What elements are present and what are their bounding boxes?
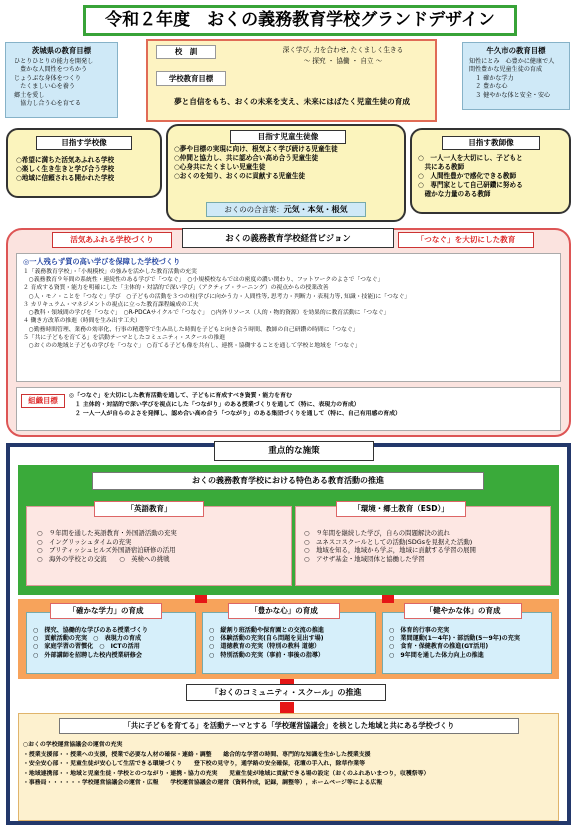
vision-tag-right: 「つなぐ」を大切にした教育 — [398, 232, 534, 248]
esd-items: ○ ９年間を継続した学び，自らの問題解決の流れ ○ ユネスコスクールとしての活動(SDGsを見据えた活動) ○ 地域を知る，地域から学ぶ，地域に貢献する学習の展開 ○ アサザ基金・地域団体と協働した学習 — [304, 529, 476, 563]
cs-box — [18, 713, 559, 821]
vision-tag-left: 活気あふれる学校づくり — [52, 232, 172, 248]
org-goal-body: ◎「つなぐ」を大切にした教育活動を通して、子どもに育成すべき資質・能力を育む １ 主体的・対話的で深い学びを視点にした「つながり」のある授業づくりを通して（特に、表現力の育成） ２ 一人一人が自らのよさを発揮し、認め合い高め合う「つながり」のある集団づくりを通して（特に、自己有用感の育成） — [69, 393, 401, 417]
motto-label: 校 訓 — [156, 45, 216, 59]
karada-items: ○ 体育的行事の充実 ○ 業間運動(1～4年)・部活動(5～9年)の充実 ○ 食育・保健教育の推進(GT活用) ○ 9年間を通した体力向上の推進 — [389, 627, 520, 659]
student-image-heading: 目指す児童生徒像 — [230, 130, 346, 144]
student-image-box — [166, 124, 406, 222]
vision-body-box — [16, 253, 561, 382]
english-items: ○ ９年間を通した英語教育・外国語活動の充実 ○ イングリッシュタイムの充実 ○ ブリティッシュヒルズ外国語宿泊研修の活用 ○ 海外の学校との交流 ○ 英検への挑戦 — [37, 529, 177, 563]
school-goal-label: 学校教育目標 — [156, 71, 226, 86]
city-goal-heading: 牛久市の教育目標 — [486, 46, 546, 55]
kokoro-box — [202, 612, 376, 674]
vision-heading: おくの義務教育学校経営ビジョン — [182, 228, 394, 248]
vision-lead: ◎一人残らず質の高い学びを保障した学校づくり — [23, 257, 181, 266]
city-goal-lines: 知性にとみ 心豊かに健康で人 間性豊かな児童生徒の育成 １ 確かな学力 ２ 豊かな心 ３ 健やかな体と安全・安心 — [469, 58, 555, 99]
cs-body: ○おくの学校運営協議会の運営の充実 ・授業支援部・・授業への支援，授業で必要な人材の確保・連絡・調整 総合的な学習の時間、専門的な知識を生かした授業支援 ・安全安心部・・児童生徒が安心して生活できる環境づくり 登下校の見守り，通学路の安全確保，花壇の手入れ，除草作業等 ・地域連携部・・地域と児童生徒・学校とのつながり・連携・協力の充実 児童生徒が地域に貢献できる場の設定（おくのふれあいまつり，収穫祭等） ・事務局・・・・・・学校運営協議会の運営・広報 学校運営協議会の運営（資料作成，記録，調整等），ホームページ等による広報 — [23, 742, 430, 787]
school-goal: 夢と自信をもち、おくの未来を支え、未来にはばたく児童生徒の育成 — [174, 97, 410, 106]
aikotoba-box — [206, 202, 366, 217]
school-motto: 深く学び, 力を合わせ, たくましく生きる — [282, 46, 404, 54]
teacher-image-items: ○ 一人一人を大切にし、子どもと 共にある教師 ○ 人間性豊かで感化できる教師 ○ 専門家として自己研鑽に努める 確かな力量のある教師 — [418, 154, 523, 198]
english-box — [26, 506, 292, 586]
connector-bar — [382, 595, 394, 603]
school-motto-sub: ～ 探究 ・ 協働 ・ 自立 ～ — [303, 57, 383, 65]
school-center-box — [146, 39, 437, 122]
school-image-heading: 目指す学校像 — [36, 136, 132, 150]
teacher-image-heading: 目指す教師像 — [442, 136, 540, 150]
connector-bar — [195, 595, 207, 603]
page-title: 令和２年度 おくの義務教育学校グランドデザイン — [83, 5, 517, 36]
karada-tag: 「健やかな体」の育成 — [404, 603, 522, 619]
teacher-image-box — [410, 128, 571, 214]
connector-bar — [280, 702, 294, 713]
pref-goal-lines: ひとりひとりの能力を開発し 豊かな人間性をつちかう じょうぶな身体をつくり たくましい心を養う 郷土を愛し 協力し合う心を育てる — [14, 58, 94, 108]
english-tag: 「英語教育」 — [94, 501, 204, 517]
school-image-items: ○希望に満ちた活気あふれる学校 ○楽しく生き生きと学び合う学校 ○地域に信頼される開かれた学校 — [16, 156, 115, 182]
gakuryoku-tag: 「確かな学力」の育成 — [50, 603, 162, 619]
vision-body: １「義務教育学校」・「小規模校」の強みを活かした教育活動の充実 ○義務教育９年間の系統性・連続性のある学びで「つなぐ」 ○小規模校ならではの密度の濃い関わり、フットワークのよさで「つなぐ」 ２ 育成する資質・能力を明確にした「主体的・対話的で深い学び」（アクティブ・ラーニング）の視点からの授業改善 ○人・モノ・ことを「つなぐ」学び ○子どもの活動を３つの柱(学びに向かう力・人間性等, 思考力・判断力・表現力等, 知識・技能)に「つなぐ」 ３ カリキュラム・マネジメントの視点に立った教育課程編成の工夫 ○教科・領域間の学びを「つなぐ」 ○R-PDCAサイクルで「つなぐ」 ○内外リソース（人的・物的資源）を効果的に教育活動に「つなぐ」 ４ 働き方改革の推進（時間を生み出す工夫） ○勤務時間管理、業務の効率化、行事の精選等で生み出した時間を子どもと向き合う時間、教師の自己研鑽の時間に「つなぐ」 ５「共に子どもを育てる」を活動テーマとしたコミュニティ・スクールの推進 ○おくのの地域と子どもの学びを「つなぐ」 ○育てる子ども像を共有し、連携・協働することを通して学校と地域を「つなぐ」 — [23, 269, 411, 349]
org-goal-box — [16, 387, 561, 431]
gakuryoku-box — [26, 612, 196, 674]
city-goal-box — [462, 42, 570, 110]
pref-goal-box — [5, 42, 118, 118]
esd-tag: 「環境・郷土教育（ESD）」 — [336, 501, 466, 517]
kokoro-tag: 「豊かな心」の育成 — [228, 603, 340, 619]
cs-heading: 「共に子どもを育てる」を活動テーマとする「学校運営協議会」を核とした地域と共にある学校づくり — [59, 718, 519, 734]
cs-tag: 「おくのコミュニティ・スクール」の推進 — [186, 684, 386, 701]
school-image-box — [6, 128, 162, 198]
feature-heading: おくの義務教育学校における特色ある教育活動の推進 — [92, 472, 484, 490]
kokoro-items: ○ 縦割り班活動や保育園との交流の推進 ○ 体験活動の充実(自ら問題を見出す場) ○ 道徳教育の充実（特別の教科 道徳） ○ 特別活動の充実（事前・事後の指導） — [209, 627, 325, 659]
policy-heading: 重点的な施策 — [214, 441, 374, 461]
pref-goal-heading: 茨城県の教育目標 — [31, 46, 92, 55]
student-image-items: ○夢や目標の実現に向け、根気よく学び続ける児童生徒 ○仲間と協力し、共に認め合い高め合う児童生徒 ○心身共にたくましい児童生徒 ○おくのを知り、おくのに貢献する児童生徒 — [174, 145, 338, 180]
org-goal-label: 組織目標 — [21, 394, 65, 408]
karada-box — [382, 612, 552, 674]
gakuryoku-items: ○ 探究、協働的な学びのある授業づくり ○ 貢献活動の充実 ○ 表現力の育成 ○ 家庭学習の習慣化 ○ ICTの活用 ○ 外部講師を招聘した校内授業研修会 — [33, 627, 149, 659]
aikotoba-text: 元気・本気・根気 — [283, 204, 348, 214]
aikotoba-label: おくのの合言葉： — [224, 205, 284, 214]
esd-box — [295, 506, 551, 586]
